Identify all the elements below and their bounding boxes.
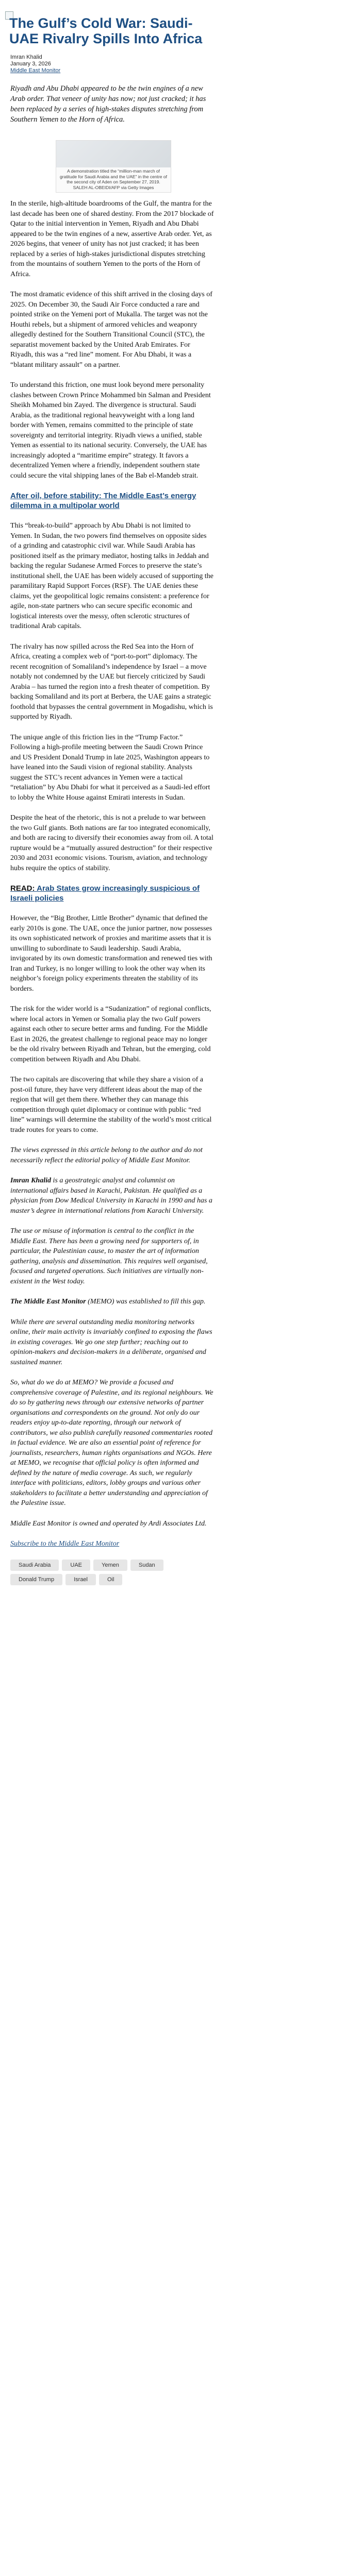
related-link-1-text[interactable]: After oil, before stability: The Middle East’s energy dilemma in a multipolar world xyxy=(10,492,196,510)
memo-intro xyxy=(10,1297,214,1307)
memo-text: (MEMO) was established to fill this gap. xyxy=(86,1298,206,1306)
paragraph: In the sterile, high-altitude boardrooms of the Gulf, the mantra for the last decade has been one of shared destiny. From the 2017 blockade of Qatar to the initial intervention in Yemen, Riyadh and Abu Dhabi appeared to be the twin engines of a new, assertive Arab order. Yet, as 2026 begins, that veneer of unity has not just cracked; it has been replaced by a series of high-stakes jurisdictional disputes stretching from the mountains of southern Yemen to the ports of the Horn of Africa. xyxy=(10,200,214,278)
use-note: The use or misuse of information is central to the conflict in the Middle East. There has been a growing need for supporters of, in particular, the Palestinian cause, to master the art of information gathering, analysis and dissemination. This requires well organised, focused and targeted operations. Such initiatives are virtually non-existent in the West today. xyxy=(10,1227,208,1285)
bio-text: is a geostrategic analyst and columnist on international affairs based in Karachi, Pakistan. He qualified as a physician from Dow Medical University in Karachi in 1990 and has a master’s degree in international relations from Karachi University. xyxy=(10,1177,212,1215)
related-link-2[interactable] xyxy=(10,884,214,903)
article-figure xyxy=(56,140,171,193)
article-card xyxy=(0,5,361,2576)
author-name: Imran Khalid xyxy=(10,54,42,60)
paragraph: This “break-to-build” approach by Abu Dhabi is not limited to Yemen. In Sudan, the two powers find themselves on opposite sides of a grinding and catastrophic civil war. While Saudi Arabia has positioned itself as the primary mediator, hosting talks in Jeddah and backing the regular Sudanese Armed Forces to preserve the state’s institutional shell, the UAE has been widely accused of supporting the paramilitary Rapid Support Forces (RSF). The UAE denies these claims, yet the geopolitical logic remains consistent: a preference for agile, non-state partners who can secure specific economic and logistical interests over the messy, often sclerotic structures of traditional Arab capitals. xyxy=(10,522,214,630)
disclaimer: The views expressed in this article belong to the author and do not necessarily reflect the editorial policy of Middle East Monitor. xyxy=(10,1146,203,1164)
tag-chip[interactable]: Sudan xyxy=(130,1560,163,1571)
article-body xyxy=(10,199,214,1585)
outlet-link[interactable]: Middle East Monitor xyxy=(10,67,61,74)
memo-ownership: Middle East Monitor is owned and operated by Ardi Associates Ltd. xyxy=(10,1519,207,1528)
byline xyxy=(10,54,60,74)
paragraph: The two capitals are discovering that while they share a vision of a post-oil future, they have very different ideas about the map of the region that will get them there. Whether they can manage this competition through quiet diplomacy or continue with public “red line” warnings will determine the stability of the world’s most critical trade routes for years to come. xyxy=(10,1076,212,1134)
paragraph: The most dramatic evidence of this shift arrived in the closing days of 2025. On December 30, the Saudi Air Force conducted a rare and pointed strike on the Yemeni port of Mukalla. The target was not the Houthi rebels, but a shipment of armored vehicles and weaponry allegedly destined for the Southern Transitional Council (STC), the separatist movement backed by the United Arab Emirates. For Riyadh, this was a “red line” moment. For Abu Dhabi, it was a “blatant military assault” on a partner. xyxy=(10,291,212,369)
memo-name: The Middle East Monitor xyxy=(10,1298,86,1306)
tag-chip[interactable]: Oil xyxy=(99,1574,122,1585)
paragraph: The rivalry has now spilled across the Red Sea into the Horn of Africa, creating a complex web of “port-to-port” diplomacy. The recent recognition of Somaliland’s independence by Israel – a move notably not condemned by the UAE but fiercely criticized by Saudi Arabia – has turned the region into a fresh theater of competition. By backing Somaliland and its port at Berbera, the UAE gains a strategic foothold that bypasses the central government in Mogadishu, which is supported by Riyadh. xyxy=(10,642,213,721)
figure-caption: A demonstration titled the “million-man march of gratitude for Saudi Arabia and the UAE” in the centre of the second city of Aden on September 27, 2019. SALEH AL-OBEIDI/AFP via Getty Images xyxy=(60,168,167,190)
memo-paragraph: So, what do we do at MEMO? We provide a focused and comprehensive coverage of Palestine, and its regional neighbours. We do so by gathering news through our extensive networks of partner organisations and correspondents on the ground. Not only do our readers enjoy up-to-date reporting, through our network of contributors, we also publish carefully reasoned commentaries rooted in factual evidence. We are also an essential point of reference for journalists, researchers, human rights organisations and NGOs. Here at MEMO, we recognise that official policy is often informed and defined by the nature of media coverage. As such, we regularly interface with politicians, editors, lobby groups and various other stakeholders to facilitate a better understanding and appreciation of the Palestine issue. xyxy=(10,1379,214,1507)
paragraph: The risk for the wider world is a “Sudanization” of regional conflicts, where local actors in Yemen or Somalia play the two Gulf powers against each other to secure better arms and funding. For the Middle East in 2026, the greatest challenge to regional peace may no longer be the old rivalry between Riyadh and Tehran, but the emerging, cold competition between Riyadh and Abu Dhabi. xyxy=(10,1005,211,1063)
tag-chip[interactable]: Yemen xyxy=(93,1560,127,1571)
article-title: The Gulf’s Cold War: Saudi-UAE Rivalry Spills Into Africa xyxy=(9,15,203,46)
publish-date: January 3, 2026 xyxy=(10,61,51,67)
paragraph: The unique angle of this friction lies in the “Trump Factor.” Following a high-profile meeting between the Saudi Crown Prince and US President Donald Trump in late 2025, Washington appears to have leaned into the Saudi vision of regional stability. Analysts suggest the STC’s recent advances in Yemen were a tactical “retaliation” by Abu Dhabi for what it perceived as a Saudi-led effort to lobby the White House against Emirati interests in Sudan. xyxy=(10,733,210,802)
bio-name: Imran Khalid xyxy=(10,1177,51,1184)
related-link-2-text[interactable]: Arab States grow increasingly suspicious of Israeli policies xyxy=(10,884,200,903)
tag-list xyxy=(10,1560,206,1585)
tag-chip[interactable]: UAE xyxy=(62,1560,90,1571)
paragraph: To understand this friction, one must look beyond mere personality clashes between Crown Prince Mohammed bin Salman and President Sheikh Mohamed bin Zayed. The divergence is structural. Saudi Arabia, as the traditional regional heavyweight with a long land border with Yemen, remains committed to the principle of state sovereignty and territorial integrity. Riyadh views a unified, stable Yemen as essential to its national security. Conversely, the UAE has increasingly adopted a “maritime empire” strategy. It favors a decentralized Yemen where a friendly, independent southern state could secure the vital shipping lanes of the Bab el-Mandeb strait. xyxy=(10,381,211,480)
paragraph: However, the “Big Brother, Little Brother” dynamic that defined the early 2010s is gone. The UAE, once the junior partner, now possesses its own sophisticated network of proxies and maritime assets that it is unwilling to subordinate to Saudi leadership. Saudi Arabia, invigorated by its own domestic transformation and renewed ties with Iran and Turkey, is no longer willing to look the other way when its neighbor’s foreign policy experiments threaten the stability of its borders. xyxy=(10,914,212,993)
subscribe-line[interactable] xyxy=(10,1539,214,1549)
author-bio xyxy=(10,1176,214,1216)
article-lead: Riyadh and Abu Dhabi appeared to be the twin engines of a new Arab order. That veneer of unity has now; not just cracked; it has been replaced by a series of high-stakes disputes stretching from Southern Yemen to the Horn of Africa. xyxy=(10,84,206,124)
tag-chip[interactable]: Donald Trump xyxy=(10,1574,62,1585)
paragraph: Despite the heat of the rhetoric, this is not a prelude to war between the two Gulf giants. Both nations are far too integrated economically, and both are racing to diversify their economies away from oil. A total rupture would be a “mutually assured destruction” for their respective 2030 and 2031 economic visions. Tourism, aviation, and technology hubs require the optics of stability. xyxy=(10,814,214,872)
tag-chip[interactable]: Saudi Arabia xyxy=(10,1560,59,1571)
related-link-1[interactable] xyxy=(10,491,214,511)
subscribe-link[interactable]: Subscribe to the Middle East Monitor xyxy=(10,1540,120,1548)
memo-paragraph: While there are several outstanding media monitoring networks online, their main activity is invariably confined to exposing the flaws in existing coverages. We go one step further; reaching out to opinion-makers and decision-makers in a deliberate, organised and sustained manner. xyxy=(10,1318,212,1366)
photo-icon xyxy=(56,141,171,167)
read-label: READ: xyxy=(10,884,35,893)
tag-chip[interactable]: Israel xyxy=(65,1574,96,1585)
